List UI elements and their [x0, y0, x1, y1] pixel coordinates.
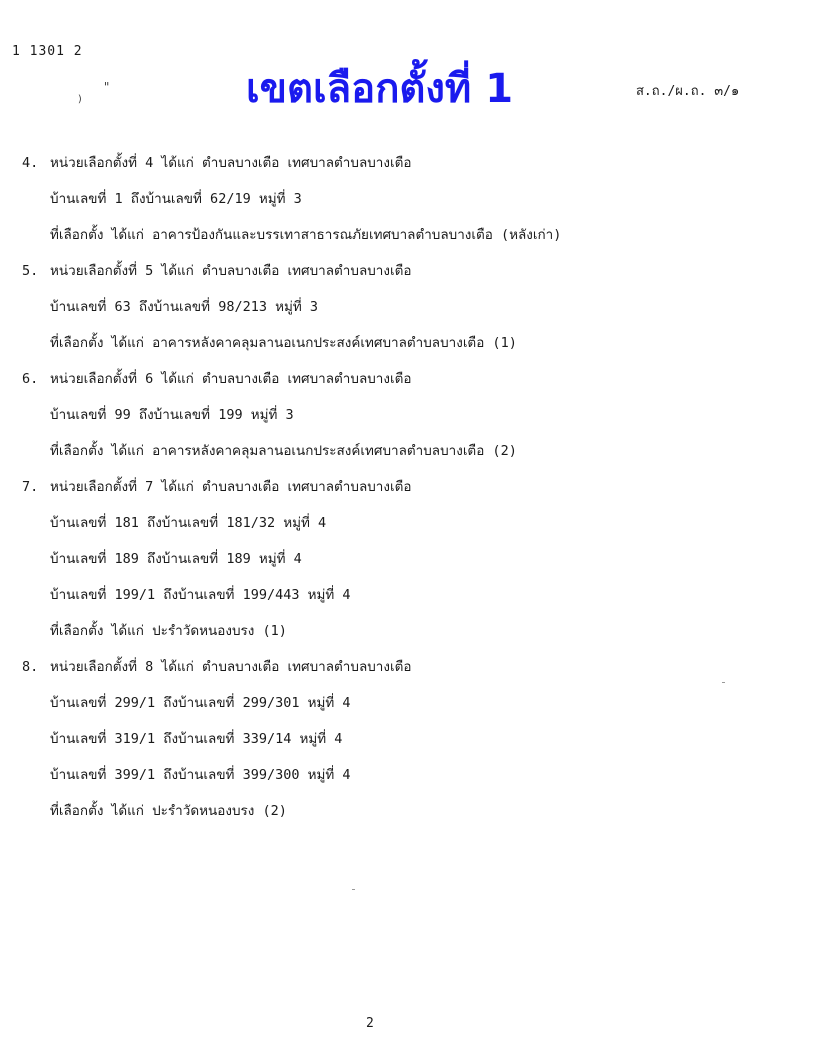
unit-number: 5. [22, 263, 39, 279]
unit-number: 7. [22, 479, 39, 495]
house-range: บ้านเลขที่ 319/1 ถึงบ้านเลขที่ 339/14 หมู่ที่ 4 [50, 731, 343, 747]
house-range: บ้านเลขที่ 299/1 ถึงบ้านเลขที่ 299/301 หมู่ที่ 4 [50, 695, 351, 711]
polling-place: ที่เลือกตั้ง ได้แก่ อาคารหลังคาคลุมลานอเนกประสงค์เทศบาลตำบลบางเตือ (2) [50, 443, 517, 459]
unit-heading [22, 655, 411, 677]
unit-heading-text: หน่วยเลือกตั้งที่ 5 ได้แก่ ตำบลบางเตือ เทศบาลตำบลบางเตือ [50, 263, 412, 279]
house-range: บ้านเลขที่ 181 ถึงบ้านเลขที่ 181/32 หมู่ที่ 4 [50, 515, 327, 531]
house-range: บ้านเลขที่ 63 ถึงบ้านเลขที่ 98/213 หมู่ที่ 3 [50, 299, 319, 315]
house-range: บ้านเลขที่ 189 ถึงบ้านเลขที่ 189 หมู่ที่ 4 [50, 551, 302, 567]
scan-speck [352, 889, 355, 890]
house-range: บ้านเลขที่ 199/1 ถึงบ้านเลขที่ 199/443 หมู่ที่ 4 [50, 587, 351, 603]
document-code: 1 1301 2 [12, 44, 83, 59]
polling-place: ที่เลือกตั้ง ได้แก่ ปะรำวัดหนองบรง (1) [50, 623, 287, 639]
unit-number: 4. [22, 155, 39, 171]
scan-speck [722, 682, 725, 683]
unit-heading-text: หน่วยเลือกตั้งที่ 7 ได้แก่ ตำบลบางเตือ เทศบาลตำบลบางเตือ [50, 479, 412, 495]
unit-heading-text: หน่วยเลือกตั้งที่ 6 ได้แก่ ตำบลบางเตือ เทศบาลตำบลบางเตือ [50, 371, 412, 387]
polling-place: ที่เลือกตั้ง ได้แก่ ปะรำวัดหนองบรง (2) [50, 803, 287, 819]
polling-place: ที่เลือกตั้ง ได้แก่ อาคารหลังคาคลุมลานอเนกประสงค์เทศบาลตำบลบางเตือ (1) [50, 335, 517, 351]
unit-heading [22, 151, 411, 173]
stray-mark: " [103, 80, 111, 94]
unit-heading [22, 259, 411, 281]
unit-heading-text: หน่วยเลือกตั้งที่ 4 ได้แก่ ตำบลบางเตือ เทศบาลตำบลบางเตือ [50, 155, 412, 171]
unit-heading [22, 367, 411, 389]
unit-heading [22, 475, 411, 497]
house-range: บ้านเลขที่ 99 ถึงบ้านเลขที่ 199 หมู่ที่ 3 [50, 407, 294, 423]
unit-heading-text: หน่วยเลือกตั้งที่ 8 ได้แก่ ตำบลบางเตือ เทศบาลตำบลบางเตือ [50, 659, 412, 675]
page-number: 2 [366, 1016, 374, 1031]
unit-number: 6. [22, 371, 39, 387]
unit-number: 8. [22, 659, 39, 675]
polling-place: ที่เลือกตั้ง ได้แก่ อาคารป้องกันและบรรเทาสาธารณภัยเทศบาลตำบลบางเตือ (หลังเก่า) [50, 227, 562, 243]
house-range: บ้านเลขที่ 1 ถึงบ้านเลขที่ 62/19 หมู่ที่ 3 [50, 191, 302, 207]
stray-mark-2: ) [77, 94, 84, 105]
form-code: ส.ถ./ผ.ถ. ๓/๑ [636, 84, 740, 99]
house-range: บ้านเลขที่ 399/1 ถึงบ้านเลขที่ 399/300 หมู่ที่ 4 [50, 767, 351, 783]
page-title: เขตเลือกตั้งที่ 1 [246, 66, 514, 112]
